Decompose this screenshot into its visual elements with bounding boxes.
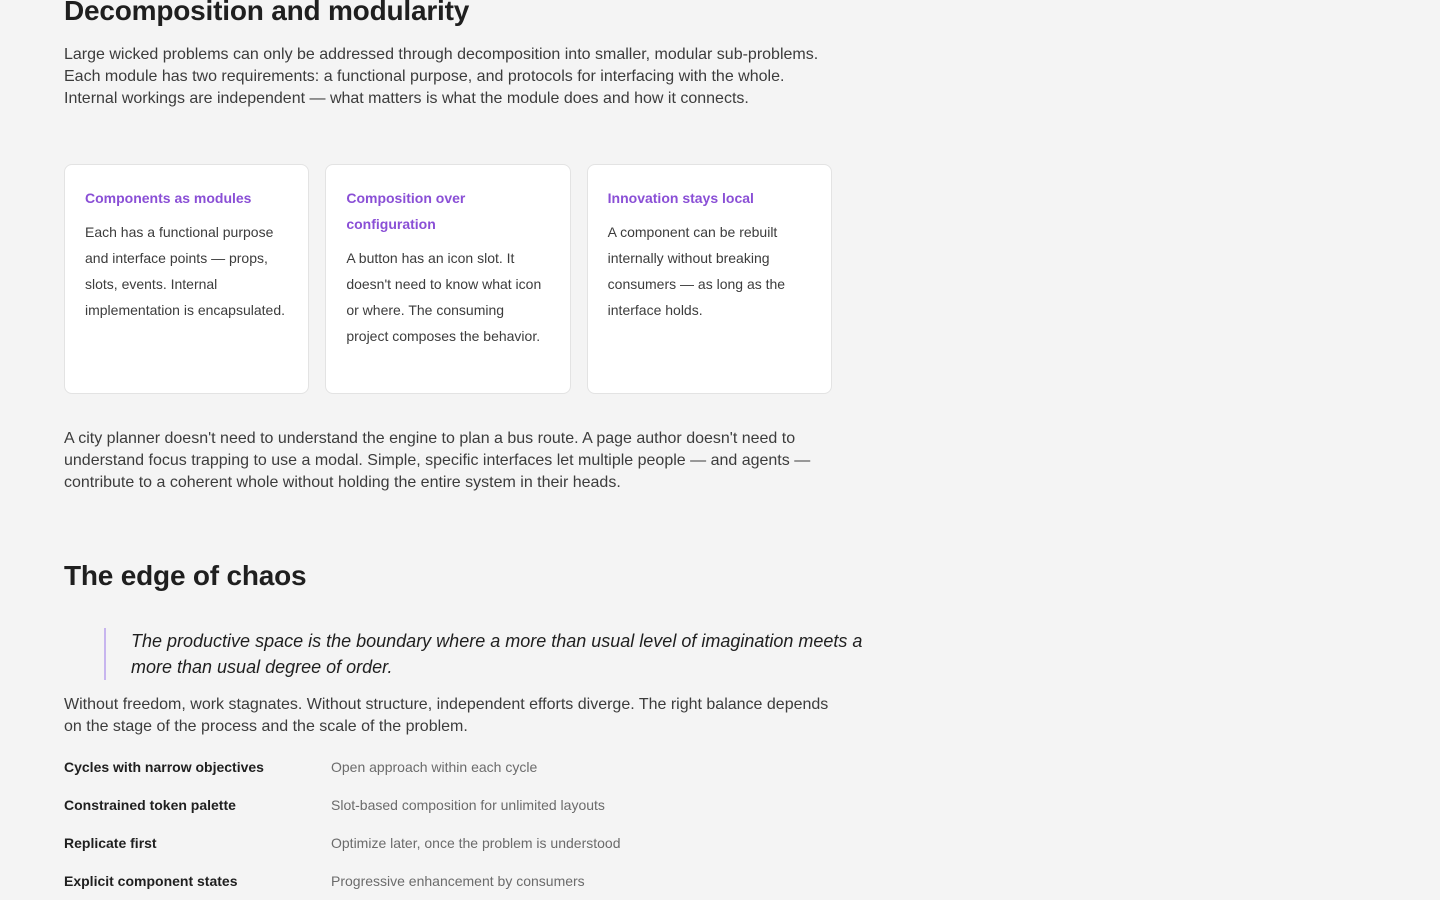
pair-structure: Replicate first [64,835,157,851]
section-heading-edge-of-chaos: The edge of chaos [64,560,307,591]
pair-row [64,756,832,794]
pair-freedom: Optimize later, once the problem is understood [331,835,621,851]
card-title: Innovation stays local [607,190,754,206]
pair-row [64,870,832,900]
pair-structure: Constrained token palette [64,797,236,813]
card-body: Each has a functional purpose and interface points — props, slots, events. Internal implementation is encapsulated. [85,224,286,318]
card-title: Components as modules [85,190,252,206]
card-composition-over-configuration [325,164,570,394]
card-grid [64,164,832,394]
outro-paragraph: A city planner doesn't need to understand the engine to plan a bus route. A page author doesn't need to understand focus trapping to use a modal. Simple, specific interfaces let multiple people — and agents — contribute to a coherent whole without holding the entire system in their heads. [64,430,811,491]
balance-pairs-list [64,756,832,900]
section-heading-decomposition: Decomposition and modularity [64,0,470,26]
pair-freedom: Slot-based composition for unlimited layouts [331,797,605,813]
pair-freedom: Open approach within each cycle [331,759,538,775]
card-title: Composition over configuration [346,190,466,232]
intro-paragraph: Large wicked problems can only be addressed through decomposition into smaller, modular sub-problems. Each module has two requirements: a functional purpose, and protocols for interfacing with the whole. Internal workings are independent — what matters is what the module does and how it connects. [64,46,819,107]
pair-row [64,794,832,832]
pair-structure: Explicit component states [64,873,238,889]
pair-freedom: Progressive enhancement by consumers [331,873,585,889]
pair-row [64,832,832,870]
card-body: A component can be rebuilt internally without breaking consumers — as long as the interface holds. [607,224,786,318]
pull-quote: The productive space is the boundary where a more than usual level of imagination meets a more than usual degree of order. [104,628,872,680]
card-innovation-stays-local [587,164,832,394]
card-body: A button has an icon slot. It doesn't need to know what icon or where. The consuming project composes the behavior. [346,250,542,344]
balance-paragraph: Without freedom, work stagnates. Without structure, independent efforts diverge. The right balance depends on the stage of the process and the scale of the problem. [64,696,829,735]
pair-structure: Cycles with narrow objectives [64,759,264,775]
card-components-as-modules [64,164,309,394]
